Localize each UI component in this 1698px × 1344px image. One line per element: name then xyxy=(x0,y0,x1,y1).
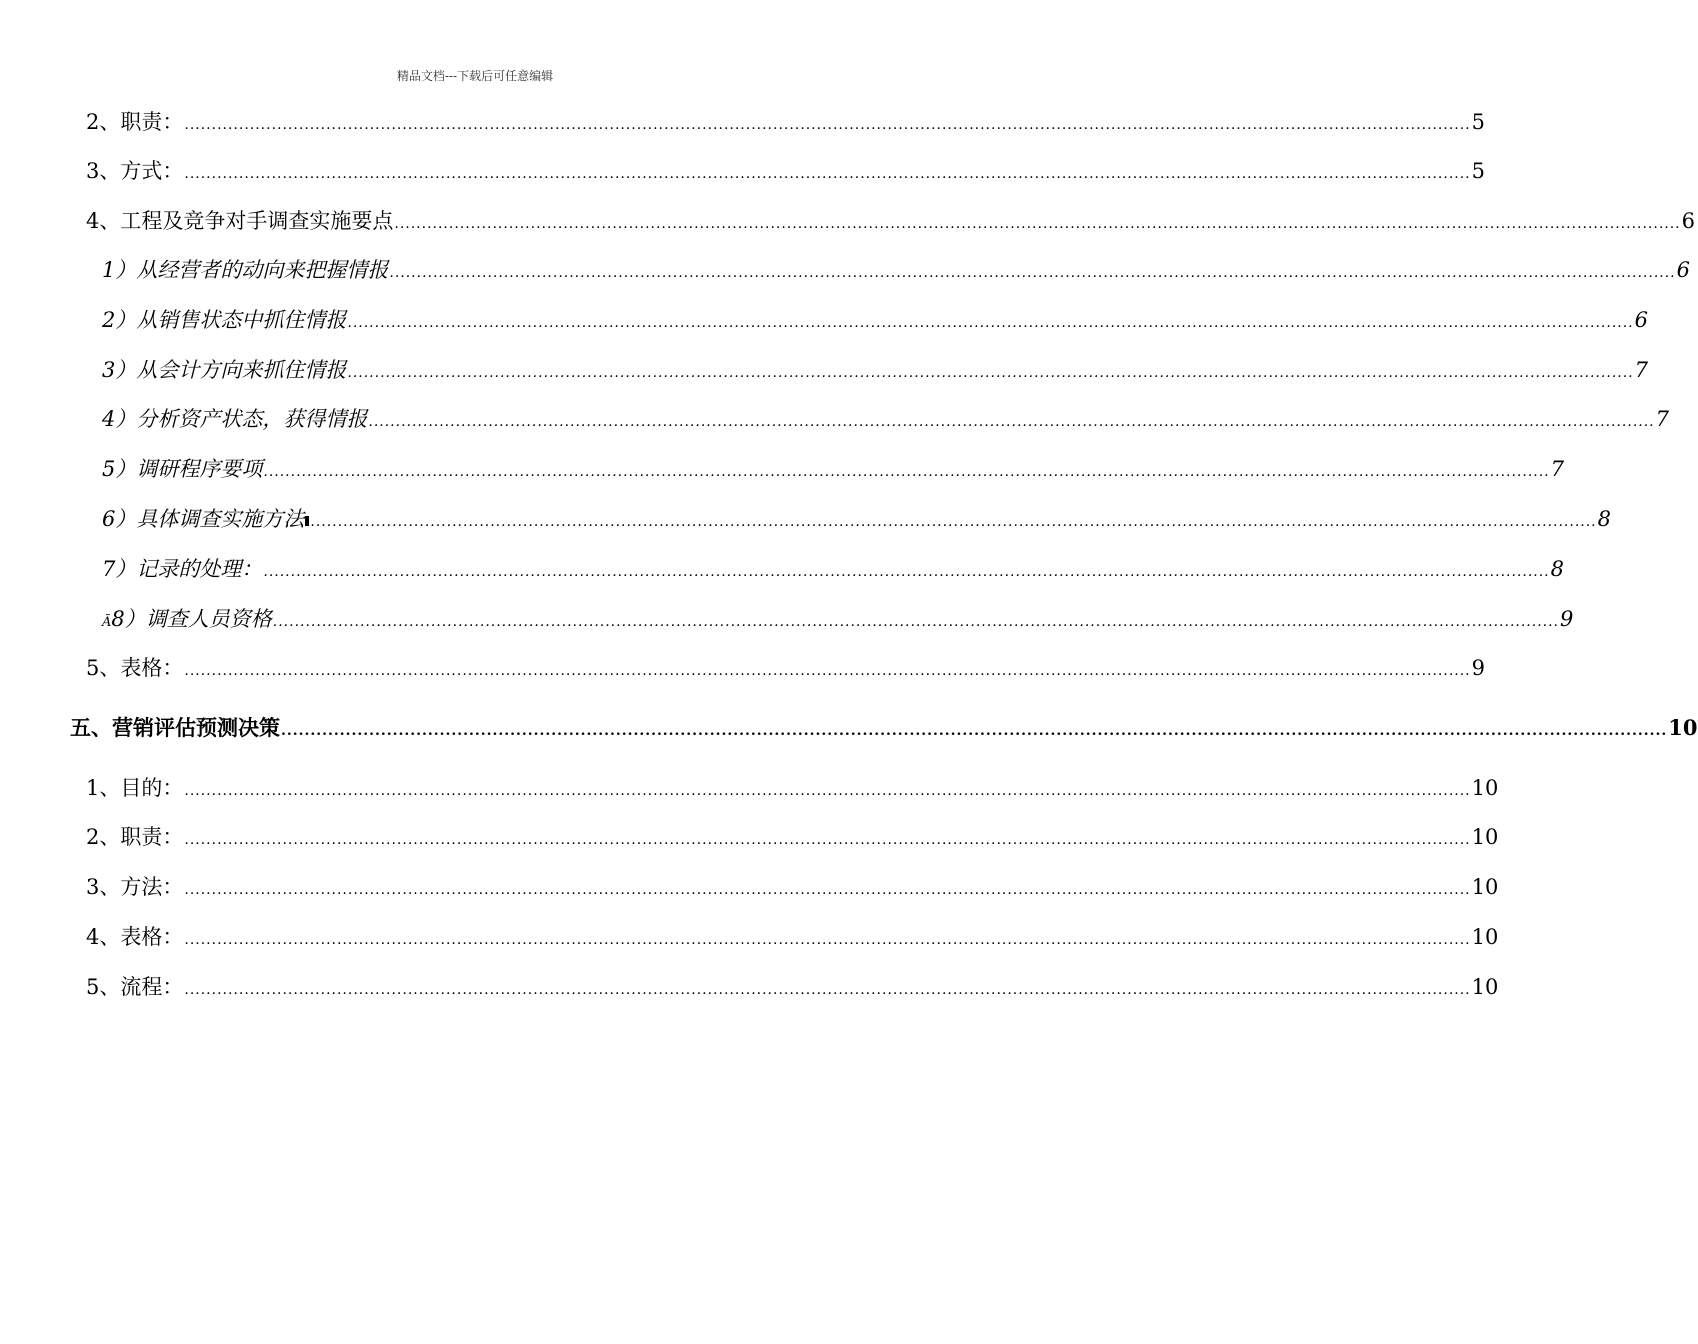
toc-dot-leader: ............................................................................................................................................................................................................................................ xyxy=(263,564,1550,580)
toc-entry-label: 7）记录的处理： xyxy=(102,557,263,581)
toc-dot-leader: ............................................................................................................................................................................................................................................ xyxy=(184,982,1471,998)
toc-page-number: 10 xyxy=(1471,975,1499,999)
toc-dot-leader: ............................................................................................................................................................................................................................................ xyxy=(184,932,1471,948)
toc-entry-label: 4）分析资产状态，获得情报 xyxy=(102,407,368,431)
edit-mark-icon xyxy=(305,516,309,526)
toc-entry[interactable] xyxy=(86,654,1485,685)
toc-dot-leader: ............................................................................................................................................................................................................................................ xyxy=(184,663,1471,679)
toc-entry-label: 4、表格： xyxy=(86,925,184,949)
toc-entry[interactable] xyxy=(86,108,1485,139)
toc-entry-label: 2、职责： xyxy=(86,110,184,134)
toc-entry-label: 3、方式： xyxy=(86,159,184,183)
toc-entry[interactable] xyxy=(86,973,1499,1004)
toc-page-number: 10 xyxy=(1668,715,1698,740)
toc-subentry[interactable] xyxy=(102,605,1574,637)
toc-subentry[interactable] xyxy=(102,256,1690,287)
toc-entry-label: 2）从销售状态中抓住情报 xyxy=(102,308,347,332)
toc-page-number: 9 xyxy=(1471,656,1485,680)
toc-subentry[interactable] xyxy=(102,405,1669,436)
toc-page-number: 7 xyxy=(1550,457,1564,481)
toc-entry[interactable] xyxy=(86,207,1695,238)
page-header: 精品文档---下载后可任意编辑 xyxy=(396,69,554,83)
toc-subentry[interactable] xyxy=(102,505,1611,536)
toc-entry[interactable] xyxy=(86,823,1499,854)
toc-entry-label: 4、工程及竞争对手调查实施要点 xyxy=(86,209,394,233)
toc-page-number: 5 xyxy=(1471,110,1485,134)
toc-entry-label: 1）从经营者的动向来把握情报 xyxy=(102,258,389,282)
toc-page-number: 5 xyxy=(1471,159,1485,183)
toc-entry-label: 5）调研程序要项 xyxy=(102,457,263,481)
toc-dot-leader: ............................................................................................................................................................................................................................................ xyxy=(263,464,1550,480)
toc-dot-leader: ............................................................................................................................................................................................................................................ xyxy=(281,723,1668,739)
toc-dot-leader: ............................................................................................................................................................................................................................................ xyxy=(184,882,1471,898)
toc-page-number: 6 xyxy=(1681,209,1695,233)
toc-dot-leader: ............................................................................................................................................................................................................................................ xyxy=(184,117,1471,133)
toc-dot-leader: ............................................................................................................................................................................................................................................ xyxy=(272,614,1560,630)
toc-entry[interactable] xyxy=(86,923,1499,954)
toc-page-number: 7 xyxy=(1655,407,1669,431)
toc-chapter-label: 五、营销评估预测决策 xyxy=(70,715,280,740)
toc-subentry[interactable] xyxy=(102,555,1564,586)
toc-dot-leader: ............................................................................................................................................................................................................................................ xyxy=(184,832,1471,848)
toc-dot-leader: ............................................................................................................................................................................................................................................ xyxy=(310,514,1597,530)
toc-page-number: 8 xyxy=(1597,507,1611,531)
toc-dot-leader: ............................................................................................................................................................................................................................................ xyxy=(394,216,1681,232)
toc-subentry[interactable] xyxy=(102,455,1564,486)
toc-entry-label: 3、方法： xyxy=(86,875,184,899)
toc-entry-label: 5、流程： xyxy=(86,975,184,999)
toc-dot-leader: ............................................................................................................................................................................................................................................ xyxy=(389,265,1676,281)
toc-page-number: 8 xyxy=(1550,557,1564,581)
toc-dot-leader: ............................................................................................................................................................................................................................................ xyxy=(368,414,1655,430)
toc-entry[interactable] xyxy=(86,873,1499,904)
toc-entry[interactable] xyxy=(86,157,1485,188)
toc-chapter[interactable] xyxy=(70,714,1698,745)
toc-page-number: 7 xyxy=(1634,358,1648,382)
toc-dot-leader: ............................................................................................................................................................................................................................................ xyxy=(184,783,1471,799)
toc-page-number: 9 xyxy=(1560,607,1574,631)
toc-entry[interactable] xyxy=(86,774,1499,805)
toc-entry-label: 8）调查人员资格 xyxy=(111,607,272,631)
toc-page-number: 10 xyxy=(1471,776,1499,800)
toc-page-number: 10 xyxy=(1471,875,1499,899)
toc-entry-label: 5、表格： xyxy=(86,656,184,680)
toc-dot-leader: ............................................................................................................................................................................................................................................ xyxy=(347,315,1634,331)
list-marker: Ã xyxy=(102,615,112,630)
toc-dot-leader: ............................................................................................................................................................................................................................................ xyxy=(184,166,1471,182)
toc-entry-label: 6）具体调查实施方法 xyxy=(102,507,305,531)
toc-page-number: 10 xyxy=(1471,825,1499,849)
toc-dot-leader: ............................................................................................................................................................................................................................................ xyxy=(347,365,1634,381)
toc-subentry[interactable] xyxy=(102,306,1648,337)
toc-page-number: 6 xyxy=(1676,258,1690,282)
toc-entry-label: 2、职责： xyxy=(86,825,184,849)
toc-page-number: 6 xyxy=(1634,308,1648,332)
toc-entry-label: 1、目的： xyxy=(86,776,184,800)
toc-page-number: 10 xyxy=(1471,925,1499,949)
toc-subentry[interactable] xyxy=(102,356,1648,387)
toc-entry-label: 3）从会计方向来抓住情报 xyxy=(102,358,347,382)
